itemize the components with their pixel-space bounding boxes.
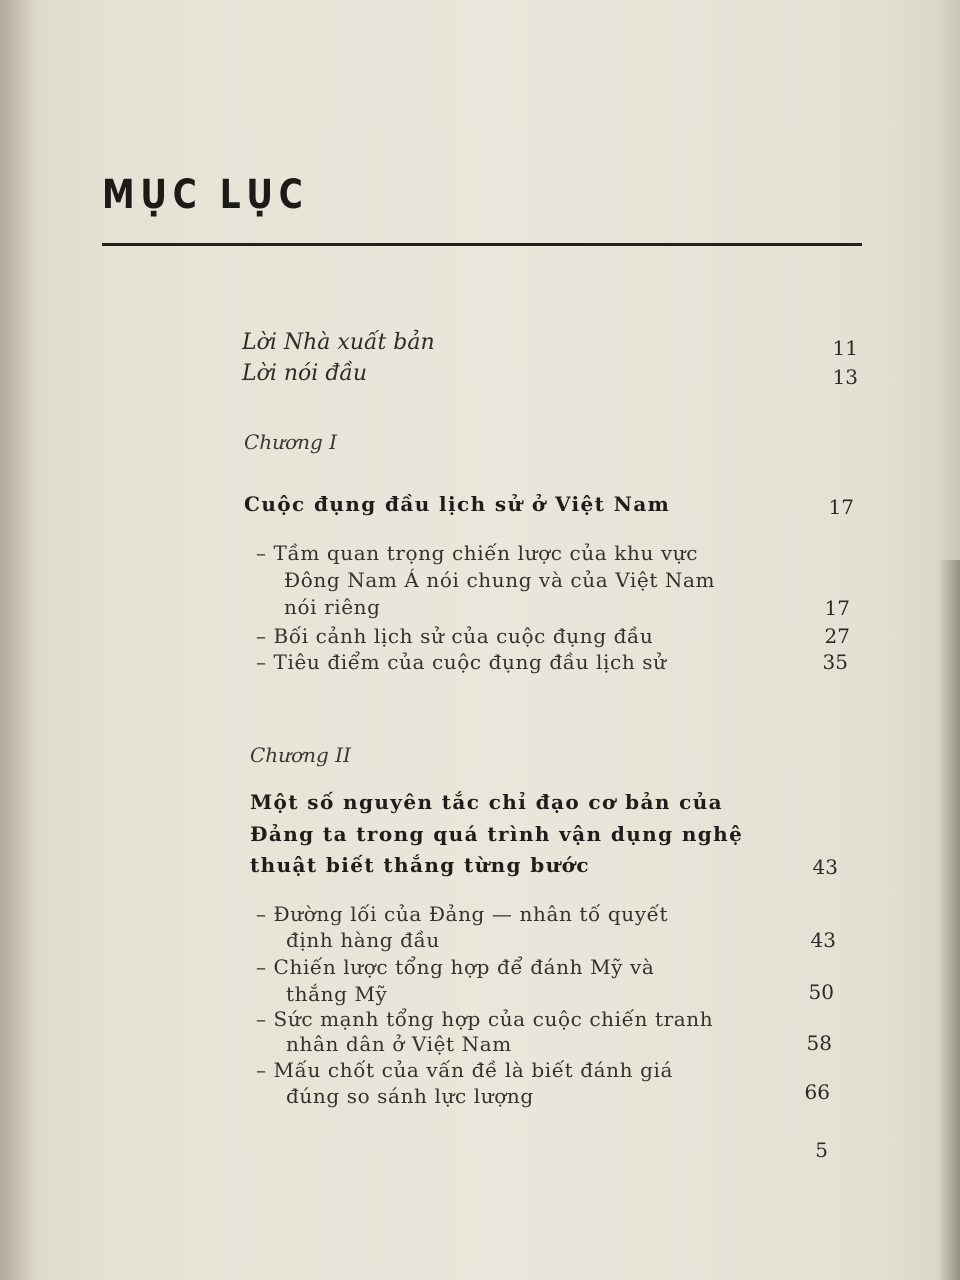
- chapter-title-line: Một số nguyên tắc chỉ đạo cơ bản của: [250, 790, 724, 814]
- section-line: Đông Nam Á nói chung và của Việt Nam: [284, 568, 716, 592]
- title-rule: [102, 243, 862, 246]
- section-line: – Tiêu điểm của cuộc đụng đầu lịch sử: [256, 650, 667, 674]
- toc-entry-title: Lời nói đầu: [242, 361, 368, 386]
- section-line: – Tầm quan trọng chiến lược của khu vực: [256, 541, 699, 565]
- page-title: MỤC LỤC: [102, 172, 309, 218]
- section-line: – Bối cảnh lịch sử của cuộc đụng đầu: [256, 624, 654, 648]
- section-line: nói riêng: [284, 595, 381, 619]
- chapter-page: 17: [828, 495, 854, 519]
- chapter-title-line: thuật biết thắng từng bước: [250, 853, 590, 877]
- section-page: 17: [824, 596, 850, 620]
- section-page: 66: [804, 1080, 830, 1104]
- section-page: 43: [810, 928, 836, 952]
- chapter-title-line: Đảng ta trong quá trình vận dụng nghệ: [250, 822, 744, 846]
- chapter-title: Cuộc đụng đầu lịch sử ở Việt Nam: [244, 492, 671, 516]
- gutter-shadow: [0, 0, 40, 1280]
- section-line: – Mấu chốt của vấn đề là biết đánh giá: [256, 1058, 674, 1082]
- page-number: 5: [815, 1138, 828, 1162]
- section-line: nhân dân ở Việt Nam: [286, 1032, 512, 1056]
- section-line: đúng so sánh lực lượng: [286, 1084, 534, 1108]
- section-line: định hàng đầu: [286, 928, 440, 952]
- section-page: 58: [806, 1031, 832, 1055]
- section-line: – Chiến lược tổng hợp để đánh Mỹ và: [256, 955, 655, 979]
- section-line: – Đường lối của Đảng — nhân tố quyết: [256, 902, 669, 926]
- toc-entry-title: Lời Nhà xuất bản: [242, 330, 435, 355]
- chapter-label: Chương I: [244, 430, 338, 454]
- section-page: 50: [808, 980, 834, 1004]
- chapter-label: Chương II: [250, 743, 351, 767]
- section-line: thắng Mỹ: [286, 982, 388, 1006]
- toc-entry-page: 11: [832, 336, 858, 360]
- section-page: 27: [824, 624, 850, 648]
- section-line: – Sức mạnh tổng hợp của cuộc chiến tranh: [256, 1007, 714, 1031]
- toc-entry-page: 13: [832, 365, 858, 389]
- page-edge-shadow: [938, 560, 960, 1280]
- chapter-page: 43: [812, 855, 838, 879]
- section-page: 35: [822, 650, 848, 674]
